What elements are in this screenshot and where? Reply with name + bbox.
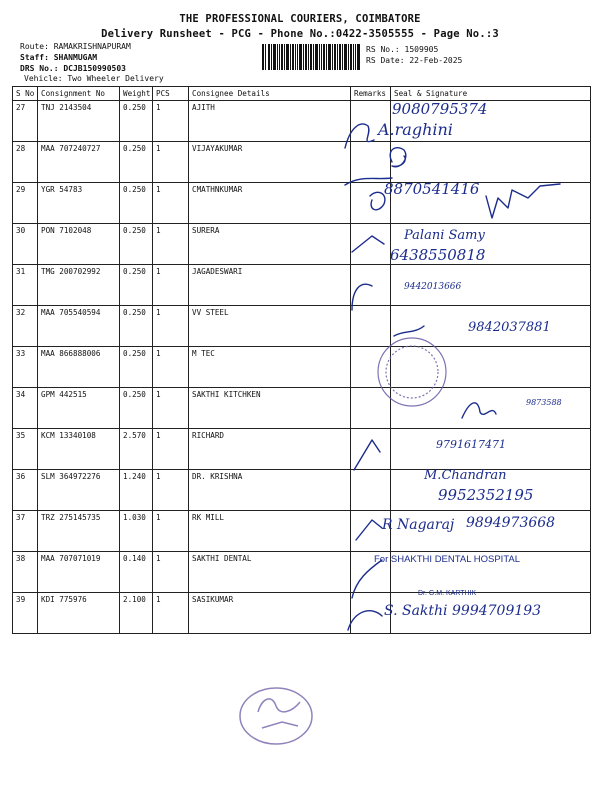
cell-pcs: 1 bbox=[153, 224, 189, 265]
cell-remarks bbox=[351, 388, 391, 429]
cell-consignment: TMG 200702992 bbox=[38, 265, 120, 306]
cell-consignment: MAA 866888006 bbox=[38, 347, 120, 388]
rs-date-value: 22-Feb-2025 bbox=[409, 56, 463, 65]
hw-phone-32: 9842037881 bbox=[468, 320, 551, 335]
col-consignee: Consignee Details bbox=[189, 87, 351, 101]
cell-consignment: SLM 364972276 bbox=[38, 470, 120, 511]
cell-consignee: VIJAYAKUMAR bbox=[189, 142, 351, 183]
cell-sno: 39 bbox=[13, 593, 38, 634]
cell-remarks bbox=[351, 429, 391, 470]
cell-signature bbox=[391, 347, 591, 388]
cell-sno: 29 bbox=[13, 183, 38, 224]
rs-date-line bbox=[366, 55, 462, 66]
rs-date-label: RS Date: bbox=[366, 56, 405, 65]
staff-line bbox=[20, 52, 97, 63]
cell-weight: 1.030 bbox=[120, 511, 153, 552]
barcode bbox=[262, 44, 360, 70]
table-row bbox=[13, 224, 591, 265]
table-row bbox=[13, 183, 591, 224]
cell-consignment: KDI 775976 bbox=[38, 593, 120, 634]
cell-sno: 34 bbox=[13, 388, 38, 429]
cell-consignee: CMATHNKUMAR bbox=[189, 183, 351, 224]
cell-sno: 33 bbox=[13, 347, 38, 388]
cell-consignee: SASIKUMAR bbox=[189, 593, 351, 634]
cell-consignee: RICHARD bbox=[189, 429, 351, 470]
col-weight: Weight bbox=[120, 87, 153, 101]
hw-phone-27: 9080795374 bbox=[392, 100, 488, 118]
hw-phone-36: 9952352195 bbox=[438, 486, 534, 504]
cell-sno: 28 bbox=[13, 142, 38, 183]
hw-name-36: M.Chandran bbox=[424, 468, 507, 483]
table-row bbox=[13, 265, 591, 306]
table-row bbox=[13, 388, 591, 429]
cell-remarks bbox=[351, 306, 391, 347]
cell-pcs: 1 bbox=[153, 142, 189, 183]
cell-remarks bbox=[351, 265, 391, 306]
table-row bbox=[13, 101, 591, 142]
runsheet-table bbox=[12, 86, 591, 634]
col-remarks: Remarks bbox=[351, 87, 391, 101]
col-signature: Seal & Signature bbox=[391, 87, 591, 101]
route-label: Route: bbox=[20, 42, 49, 51]
cell-sno: 37 bbox=[13, 511, 38, 552]
company-title: THE PROFESSIONAL COURIERS, COIMBATORE bbox=[179, 13, 421, 25]
cell-pcs: 1 bbox=[153, 429, 189, 470]
staff-value: SHANMUGAM bbox=[53, 53, 98, 62]
cell-pcs: 1 bbox=[153, 306, 189, 347]
vehicle-value: Two Wheeler Delivery bbox=[67, 74, 164, 83]
vehicle-label: Vehicle: bbox=[24, 74, 63, 83]
rs-no-line bbox=[366, 44, 438, 55]
cell-consignment: MAA 707071019 bbox=[38, 552, 120, 593]
hw-phone-37: 9894973668 bbox=[466, 515, 556, 531]
cell-consignee: JAGADESWARI bbox=[189, 265, 351, 306]
doctor-stamp: Dr. G.M. KARTHIK bbox=[418, 590, 477, 597]
col-pcs: PCS bbox=[153, 87, 189, 101]
cell-remarks bbox=[351, 470, 391, 511]
cell-weight: 0.250 bbox=[120, 101, 153, 142]
cell-consignment: MAA 707240727 bbox=[38, 142, 120, 183]
cell-consignment: GPM 442515 bbox=[38, 388, 120, 429]
vehicle-line bbox=[24, 73, 164, 84]
cell-weight: 2.570 bbox=[120, 429, 153, 470]
cell-consignee: SAKTHI DENTAL bbox=[189, 552, 351, 593]
rs-no-value: 1509905 bbox=[404, 45, 439, 54]
cell-consignee: SAKTHI KITCHKEN bbox=[189, 388, 351, 429]
runsheet-title: Delivery Runsheet - PCG - Phone No.:0422-3505555 - Page No.:3 bbox=[101, 28, 499, 40]
cell-remarks bbox=[351, 142, 391, 183]
cell-pcs: 1 bbox=[153, 388, 189, 429]
cell-consignee: SURERA bbox=[189, 224, 351, 265]
cell-sno: 38 bbox=[13, 552, 38, 593]
cell-pcs: 1 bbox=[153, 593, 189, 634]
hw-phone-35: 9791617471 bbox=[436, 438, 506, 451]
cell-remarks bbox=[351, 347, 391, 388]
route-value: RAMAKRISHNAPURAM bbox=[53, 42, 131, 51]
hw-name-37: R Nagaraj bbox=[382, 517, 455, 533]
cell-weight: 0.250 bbox=[120, 306, 153, 347]
hw-name-27: A.raghini bbox=[378, 120, 453, 139]
cell-remarks bbox=[351, 224, 391, 265]
hw-phone-31: 9442013666 bbox=[404, 282, 462, 292]
cell-weight: 0.140 bbox=[120, 552, 153, 593]
table-row bbox=[13, 347, 591, 388]
drs-value: DCJB150990503 bbox=[63, 64, 126, 73]
col-sno: S No bbox=[13, 87, 38, 101]
cell-weight: 2.100 bbox=[120, 593, 153, 634]
cell-consignment: TNJ 2143504 bbox=[38, 101, 120, 142]
cell-consignment: YGR 54783 bbox=[38, 183, 120, 224]
cell-weight: 1.240 bbox=[120, 470, 153, 511]
hw-phone-30: 6438550818 bbox=[390, 246, 486, 264]
cell-pcs: 1 bbox=[153, 265, 189, 306]
rs-no-label: RS No.: bbox=[366, 45, 400, 54]
cell-weight: 0.250 bbox=[120, 388, 153, 429]
cell-sno: 30 bbox=[13, 224, 38, 265]
cell-consignee: M TEC bbox=[189, 347, 351, 388]
cell-signature bbox=[391, 142, 591, 183]
hw-name-39: S. Sakthi bbox=[384, 603, 448, 619]
hw-phone-29: 8870541416 bbox=[384, 180, 480, 198]
staff-label: Staff: bbox=[20, 53, 49, 62]
cell-weight: 0.250 bbox=[120, 183, 153, 224]
cell-pcs: 1 bbox=[153, 183, 189, 224]
cell-weight: 0.250 bbox=[120, 224, 153, 265]
hw-phone-39: 9994709193 bbox=[452, 603, 542, 619]
dental-hospital-stamp: For SHAKTHI DENTAL HOSPITAL bbox=[374, 554, 521, 565]
cell-sno: 32 bbox=[13, 306, 38, 347]
cell-sno: 36 bbox=[13, 470, 38, 511]
cell-pcs: 1 bbox=[153, 347, 189, 388]
cell-consignee: VV STEEL bbox=[189, 306, 351, 347]
table-row bbox=[13, 142, 591, 183]
cell-consignee: RK MILL bbox=[189, 511, 351, 552]
drs-label: DRS No.: bbox=[20, 64, 59, 73]
route-line bbox=[20, 41, 131, 52]
cell-pcs: 1 bbox=[153, 552, 189, 593]
cell-signature bbox=[391, 388, 591, 429]
cell-consignment: TRZ 275145735 bbox=[38, 511, 120, 552]
cell-pcs: 1 bbox=[153, 511, 189, 552]
cell-sno: 35 bbox=[13, 429, 38, 470]
cell-weight: 0.250 bbox=[120, 347, 153, 388]
cell-pcs: 1 bbox=[153, 101, 189, 142]
cell-consignee: AJITH bbox=[189, 101, 351, 142]
cell-sno: 31 bbox=[13, 265, 38, 306]
bottom-ink-stamp bbox=[240, 688, 312, 744]
table-header-row bbox=[13, 87, 591, 101]
cell-consignment: KCM 13340108 bbox=[38, 429, 120, 470]
cell-pcs: 1 bbox=[153, 470, 189, 511]
cell-consignee: DR. KRISHNA bbox=[189, 470, 351, 511]
col-consignment: Consignment No bbox=[38, 87, 120, 101]
hw-name-30: Palani Samy bbox=[404, 228, 485, 243]
hw-phone-34: 9873588 bbox=[526, 398, 562, 407]
cell-weight: 0.250 bbox=[120, 142, 153, 183]
cell-sno: 27 bbox=[13, 101, 38, 142]
cell-consignment: MAA 705540594 bbox=[38, 306, 120, 347]
cell-weight: 0.250 bbox=[120, 265, 153, 306]
cell-consignment: PON 7102048 bbox=[38, 224, 120, 265]
